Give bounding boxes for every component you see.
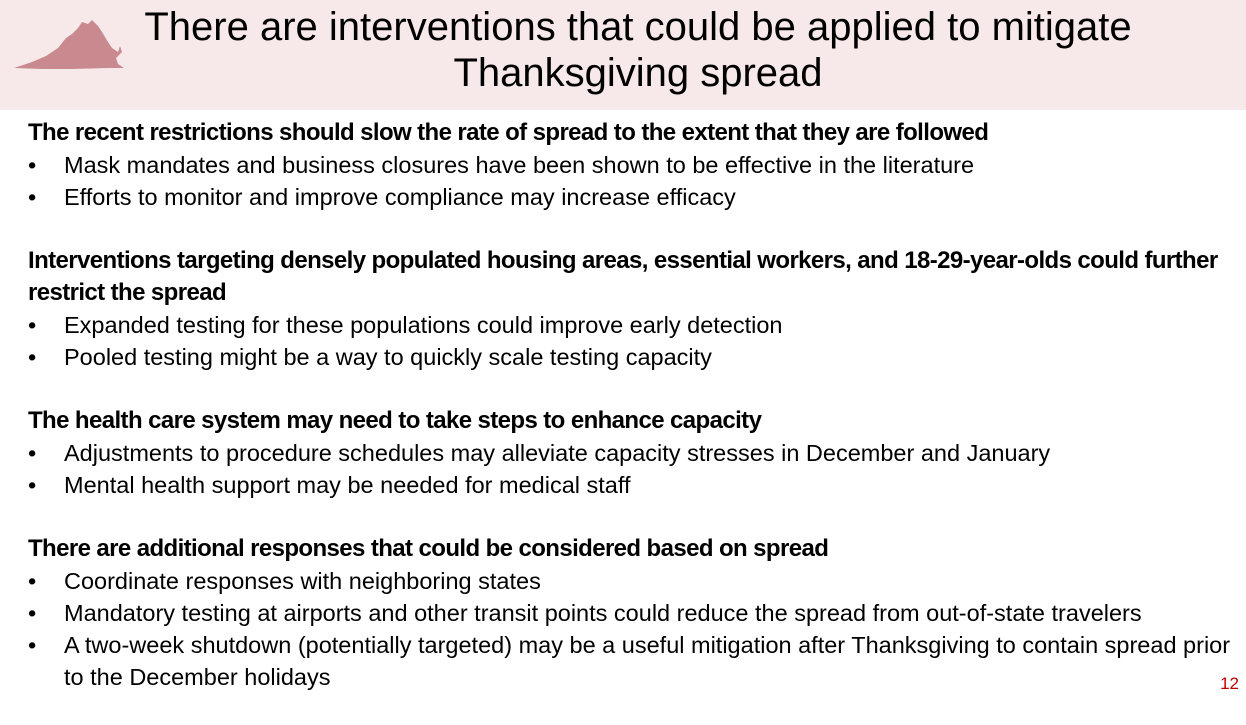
bullet-marker: • xyxy=(28,440,37,466)
section-heading: Interventions targeting densely populated housing areas, essential workers, and 18-29-year-olds could further restrict the spread xyxy=(28,247,1218,306)
slide-body xyxy=(28,117,1243,725)
bullet-item: • Mandatory testing at airports and other transit points could reduce the spread from out-of-state travelers xyxy=(28,597,1243,629)
bullet-marker: • xyxy=(28,568,37,594)
section-additional-responses xyxy=(28,533,1243,693)
slide-title: There are interventions that could be applied to mitigate Thanksgiving spread xyxy=(144,5,1132,95)
page-number: 12 xyxy=(1220,674,1239,693)
bullet-marker: • xyxy=(28,472,37,498)
slide-header xyxy=(0,0,1246,110)
section-heading: There are additional responses that could be considered based on spread xyxy=(28,535,829,562)
bullet-list xyxy=(28,437,1243,501)
bullet-item: • Expanded testing for these populations could improve early detection xyxy=(28,309,1243,341)
bullet-marker: • xyxy=(28,600,37,626)
bullet-item: • Mental health support may be needed for medical staff xyxy=(28,469,1243,501)
bullet-marker: • xyxy=(28,312,37,338)
section-restrictions xyxy=(28,117,1243,213)
bullet-marker: • xyxy=(28,344,37,370)
bullet-marker: • xyxy=(28,184,37,210)
section-heading: The health care system may need to take steps to enhance capacity xyxy=(28,407,762,434)
bullet-item: • Mask mandates and business closures have been shown to be effective in the literature xyxy=(28,149,1243,181)
section-targeted-interventions xyxy=(28,245,1243,373)
section-heading: The recent restrictions should slow the rate of spread to the extent that they are followed xyxy=(28,119,989,146)
bullet-list xyxy=(28,309,1243,373)
bullet-list xyxy=(28,565,1243,693)
bullet-item: • Adjustments to procedure schedules may alleviate capacity stresses in December and January xyxy=(28,437,1243,469)
virginia-state-silhouette-icon xyxy=(12,18,126,72)
bullet-marker: • xyxy=(28,632,37,658)
bullet-item: • Pooled testing might be a way to quickly scale testing capacity xyxy=(28,341,1243,373)
bullet-list xyxy=(28,149,1243,213)
bullet-item: • Efforts to monitor and improve compliance may increase efficacy xyxy=(28,181,1243,213)
bullet-marker: • xyxy=(28,152,37,178)
bullet-item: • Coordinate responses with neighboring states xyxy=(28,565,1243,597)
section-health-care-capacity xyxy=(28,405,1243,501)
bullet-item: • A two-week shutdown (potentially targeted) may be a useful mitigation after Thanksgiving to contain spread prior to the December holidays xyxy=(28,629,1243,693)
